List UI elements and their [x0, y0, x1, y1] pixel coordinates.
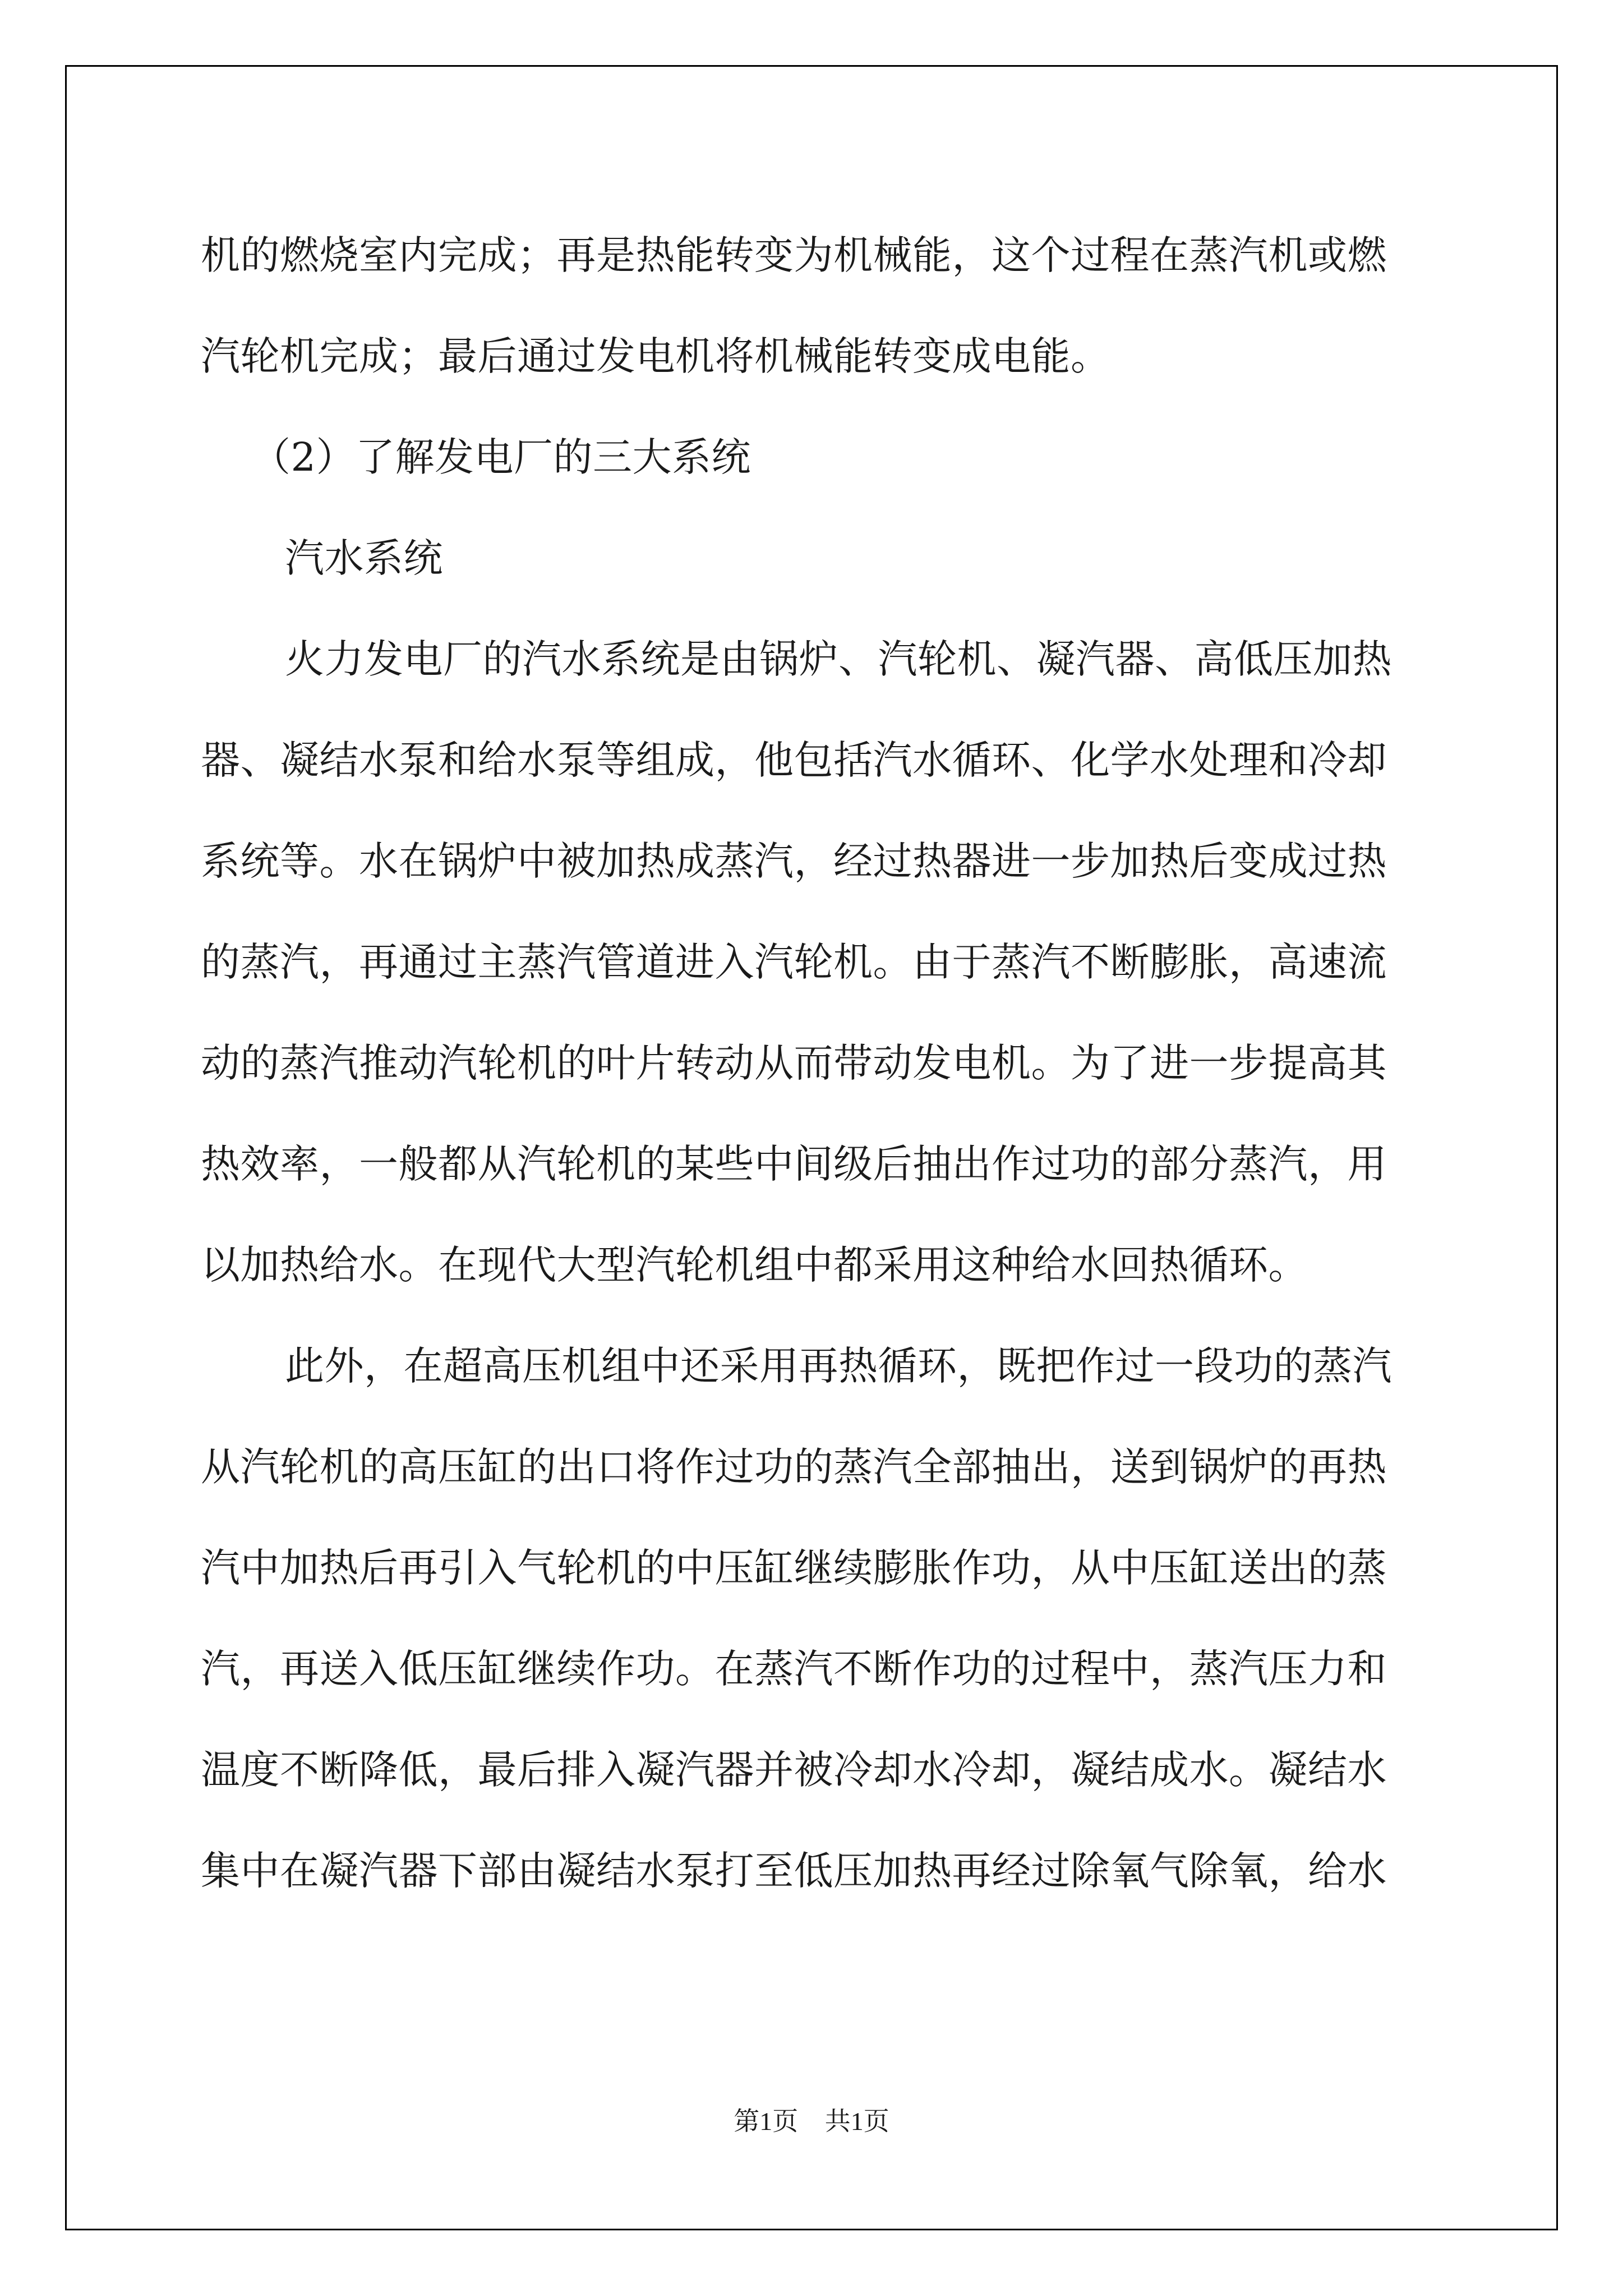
subsection-heading: 汽水系统: [285, 535, 443, 581]
body-line: 温度不断降低，最后排入凝汽器并被冷却水冷却，凝结成水。凝结水: [201, 1747, 1387, 1793]
body-line: 以加热给水。在现代大型汽轮机组中都采用这种给水回热循环。: [201, 1242, 1308, 1288]
page-footer: [0, 2101, 1623, 2138]
body-line: 从汽轮机的高压缸的出口将作过功的蒸汽全部抽出，送到锅炉的再热: [201, 1444, 1387, 1490]
body-line: 热效率，一般都从汽轮机的某些中间级后抽出作过功的部分蒸汽，用: [201, 1141, 1387, 1187]
body-line: 的蒸汽，再通过主蒸汽管道进入汽轮机。由于蒸汽不断膨胀，高速流: [201, 939, 1387, 985]
paragraph-first-line: 火力发电厂的汽水系统是由锅炉、汽轮机、凝汽器、高低压加热: [285, 636, 1392, 682]
page-number: 第1页: [734, 2107, 799, 2136]
body-line: 汽，再送入低压缸继续作功。在蒸汽不断作功的过程中，蒸汽压力和: [201, 1646, 1387, 1692]
body-line: 动的蒸汽推动汽轮机的叶片转动从而带动发电机。为了进一步提高其: [201, 1040, 1387, 1086]
body-line: 汽中加热后再引入气轮机的中压缸继续膨胀作功，从中压缸送出的蒸: [201, 1545, 1387, 1591]
body-line: 集中在凝汽器下部由凝结水泵打至低压加热再经过除氧气除氧，给水: [201, 1848, 1387, 1894]
body-line: 器、凝结水泵和给水泵等组成，他包括汽水循环、化学水处理和冷却: [201, 737, 1387, 783]
body-line: 汽轮机完成；最后通过发电机将机械能转变成电能。: [201, 333, 1110, 379]
document-body: [201, 205, 1427, 1921]
paragraph-first-line: 此外，在超高压机组中还采用再热循环，既把作过一段功的蒸汽: [285, 1343, 1392, 1389]
page-total: 共1页: [824, 2107, 889, 2136]
section-heading: （2）了解发电厂的三大系统: [251, 434, 751, 480]
body-line: 机的燃烧室内完成；再是热能转变为机械能，这个过程在蒸汽机或燃: [201, 232, 1387, 278]
body-line: 系统等。水在锅炉中被加热成蒸汽，经过热器进一步加热后变成过热: [201, 838, 1387, 884]
